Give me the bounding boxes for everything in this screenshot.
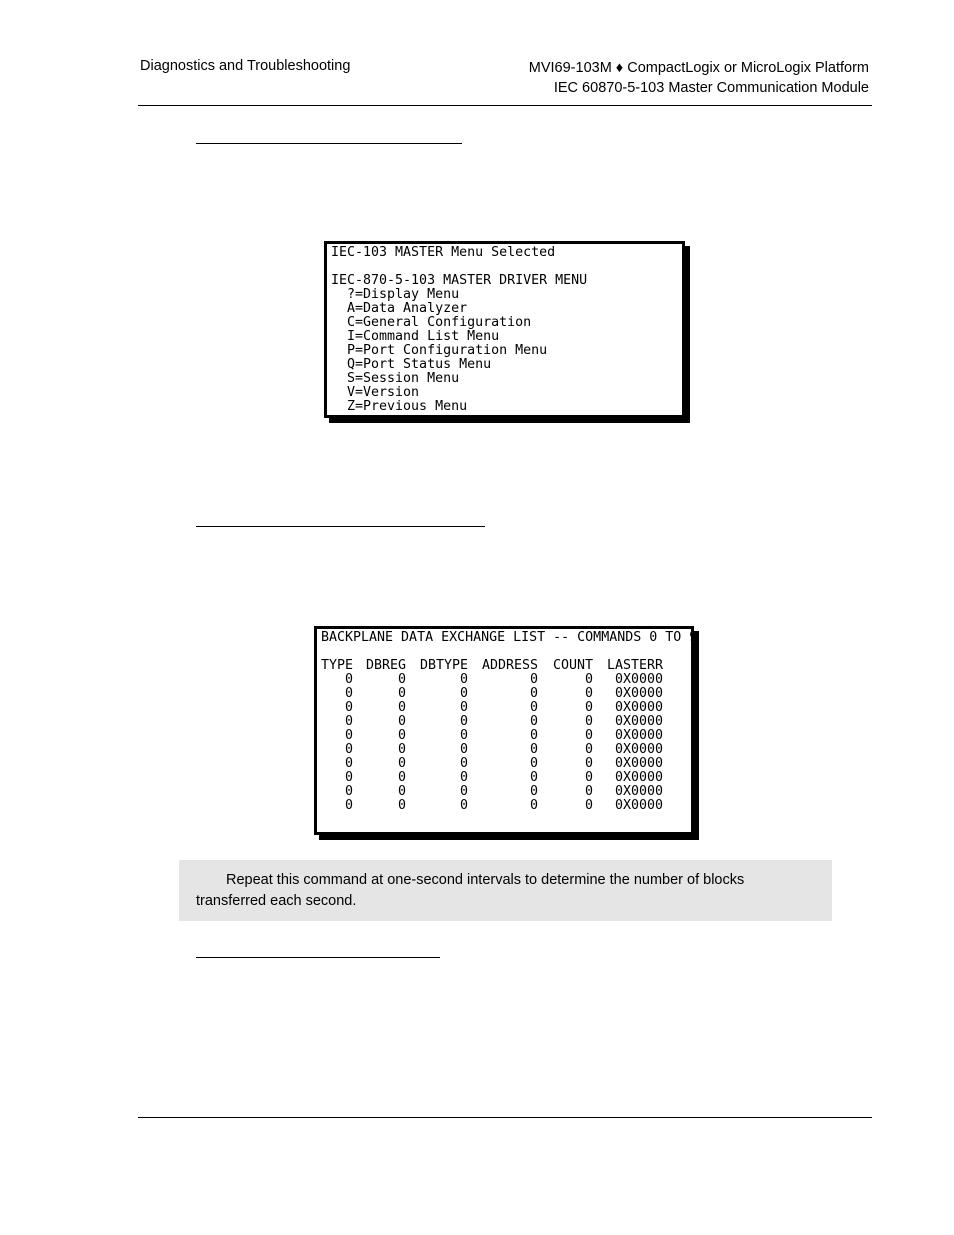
table-cell: 0X0000	[614, 700, 664, 715]
note-box	[179, 860, 832, 921]
table-cell: 0	[345, 672, 354, 687]
table-cell: 0	[398, 742, 407, 757]
section-underline-1	[196, 143, 462, 144]
master-menu-item: P=Port Configuration Menu	[331, 343, 548, 358]
table-cell: 0	[460, 714, 469, 729]
header-right-line1: MVI69-103M ♦ CompactLogix or MicroLogix Platform	[528, 60, 869, 76]
table-cell: 0	[398, 784, 407, 799]
table-cell: 0	[460, 700, 469, 715]
table-cell: 0X0000	[614, 798, 664, 813]
master-menu-item: C=General Configuration	[331, 315, 532, 330]
master-menu-item: ?=Display Menu	[331, 287, 460, 302]
table-cell: 0	[585, 742, 594, 757]
column-header: TYPE	[321, 658, 354, 673]
table-row	[321, 729, 663, 743]
table-row	[321, 701, 663, 715]
master-menu-item: Z=Previous Menu	[331, 399, 468, 414]
table-cell: 0	[460, 742, 469, 757]
table-cell: 0	[460, 686, 469, 701]
table-cell: 0	[398, 672, 407, 687]
table-cell: 0	[530, 700, 539, 715]
table-row	[321, 687, 663, 701]
table-cell: 0	[345, 686, 354, 701]
table-row	[321, 673, 663, 687]
master-menu-terminal	[324, 241, 685, 418]
column-header: DBREG	[366, 658, 407, 673]
table-cell: 0	[345, 700, 354, 715]
table-cell: 0	[585, 700, 594, 715]
table-cell: 0	[398, 728, 407, 743]
table-cell: 0	[530, 686, 539, 701]
backplane-table-header	[321, 659, 663, 673]
table-cell: 0	[530, 728, 539, 743]
table-cell: 0	[398, 700, 407, 715]
table-cell: 0	[398, 798, 407, 813]
header-rule	[138, 105, 872, 106]
table-cell: 0X0000	[614, 714, 664, 729]
master-menu-item: I=Command List Menu	[331, 329, 500, 344]
header-right	[529, 58, 869, 98]
column-header: ADDRESS	[481, 658, 539, 673]
table-row	[321, 799, 663, 813]
footer-rule	[138, 1117, 872, 1118]
table-cell: 0	[585, 798, 594, 813]
table-cell: 0X0000	[614, 742, 664, 757]
table-cell: 0	[345, 784, 354, 799]
header-right-line2: IEC 60870-5-103 Master Communication Module	[553, 80, 869, 96]
table-cell: 0	[398, 756, 407, 771]
table-cell: 0X0000	[614, 756, 664, 771]
master-menu-line2: IEC-870-5-103 MASTER DRIVER MENU	[331, 273, 588, 288]
table-cell: 0	[345, 714, 354, 729]
table-cell: 0	[398, 770, 407, 785]
table-cell: 0	[530, 672, 539, 687]
master-menu-item: S=Session Menu	[331, 371, 460, 386]
table-cell: 0X0000	[614, 672, 664, 687]
master-menu-item: Q=Port Status Menu	[331, 357, 492, 372]
master-menu-items	[331, 288, 678, 414]
table-row	[321, 771, 663, 785]
table-cell: 0	[585, 672, 594, 687]
table-cell: 0	[345, 798, 354, 813]
backplane-list-terminal	[314, 626, 698, 835]
section-underline-3	[196, 957, 440, 958]
table-cell: 0	[530, 756, 539, 771]
column-header: DBTYPE	[419, 658, 469, 673]
table-cell: 0X0000	[614, 770, 664, 785]
table-cell: 0	[530, 742, 539, 757]
backplane-list-title: BACKPLANE DATA EXCHANGE LIST -- COMMANDS 0 TO 9	[321, 630, 698, 645]
table-cell: 0	[530, 714, 539, 729]
backplane-list-blank	[321, 645, 687, 659]
table-cell: 0	[460, 672, 469, 687]
table-cell: 0	[585, 686, 594, 701]
table-cell: 0X0000	[614, 728, 664, 743]
table-cell: 0	[398, 714, 407, 729]
backplane-table	[321, 659, 663, 813]
table-cell: 0	[530, 784, 539, 799]
table-row	[321, 715, 663, 729]
column-header: COUNT	[553, 658, 594, 673]
table-cell: 0	[585, 728, 594, 743]
table-cell: 0	[460, 798, 469, 813]
master-menu-item: A=Data Analyzer	[331, 301, 468, 316]
table-cell: 0X0000	[614, 784, 664, 799]
table-cell: 0	[345, 728, 354, 743]
table-cell: 0	[530, 770, 539, 785]
table-cell: 0	[460, 784, 469, 799]
table-cell: 0	[460, 728, 469, 743]
table-cell: 0	[460, 770, 469, 785]
table-cell: 0	[460, 756, 469, 771]
table-cell: 0	[585, 784, 594, 799]
table-row	[321, 757, 663, 771]
table-cell: 0X0000	[614, 686, 664, 701]
column-header: LASTERR	[606, 658, 664, 673]
master-menu-line1: IEC-103 MASTER Menu Selected	[331, 245, 556, 260]
table-cell: 0	[345, 742, 354, 757]
note-text: Repeat this command at one-second intervals to determine the number of blocks transferred each second.	[196, 872, 745, 909]
table-cell: 0	[398, 686, 407, 701]
master-menu-blank	[331, 260, 678, 274]
backplane-table-body	[321, 673, 663, 813]
section-underline-2	[196, 526, 485, 527]
table-cell: 0	[345, 770, 354, 785]
table-cell: 0	[530, 798, 539, 813]
table-row	[321, 785, 663, 799]
table-row	[321, 743, 663, 757]
table-cell: 0	[345, 756, 354, 771]
master-menu-item: V=Version	[331, 385, 420, 400]
table-cell: 0	[585, 714, 594, 729]
table-cell: 0	[585, 770, 594, 785]
header-left: Diagnostics and Troubleshooting	[140, 58, 351, 74]
table-cell: 0	[585, 756, 594, 771]
